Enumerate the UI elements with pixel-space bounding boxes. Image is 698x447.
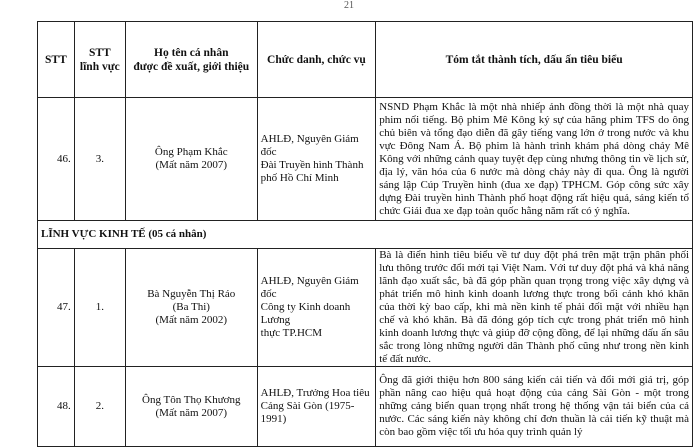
title-line: AHLĐ, Nguyên Giám đốc [260, 275, 359, 300]
header-name-line: Họ tên cá nhân [154, 46, 229, 59]
header-summary: Tóm tắt thành tích, dấu ấn tiêu biểu [376, 22, 693, 98]
title-line: Công ty Kinh doanh Lương [260, 301, 351, 326]
table-row [38, 98, 693, 221]
cell-name [125, 367, 257, 447]
cell-stt-field: 1. [74, 249, 125, 367]
cell-name [125, 98, 257, 221]
header-name [125, 22, 257, 98]
cell-title [257, 367, 376, 447]
name-line: (Mất năm 2002) [155, 314, 227, 326]
table-header-row [38, 22, 693, 98]
name-line: (Mất năm 2007) [155, 159, 227, 171]
title-line: AHLĐ, Trưởng Hoa tiêu [260, 387, 370, 399]
cell-summary: NSND Phạm Khắc là một nhà nhiếp ảnh đồng thời là một nhà quay phim nổi tiếng. Bộ phim Mê Kông ký sự của hãng phim TFS do ông chủ biên và tổng đạo diễn đã gây tiếng vang lớn ở trong nước và khu vực Đông Nam Á. Bộ phim là hành trình khám phá dòng chảy Mê Kông với những cảnh quay tuyệt đẹp cùng nhưng thông tin về lịch sử, địa lý, văn hóa của 6 nước mà dòng chảy này đi qua. Ông là người sáng lập Cúp Truyền hình (đua xe đạp) TPHCM. Góp công sức xây dựng Đài truyền hình Thành phố hoạt động rất hiệu quả, sáng kiến tổ chức Giải đua xe đạp toàn quốc hằng năm rất có ý nghĩa. [376, 98, 693, 221]
cell-summary: Ông đã giới thiệu hơn 800 sáng kiến cải tiến và đổi mới giá trị, góp phần nâng cao hiệu quả hoạt động của cảng Sài Gòn - một trong những cảng biển quan trọng nhất trong hệ thống vận tải biển của cả nước. Các sáng kiến này không chỉ đơn thuần là cải tiến kỹ thuật mà còn bao gồm việc tối ưu hóa quy trình quản lý [376, 367, 693, 447]
section-label: LĨNH VỰC KINH TẾ (05 cá nhân) [38, 221, 693, 249]
honorees-table [37, 21, 693, 447]
table-row [38, 367, 693, 447]
name-line: (Mất năm 2007) [155, 406, 227, 419]
name-line: Ông Tôn Thọ Khương [142, 393, 241, 406]
header-stt-field-line: STT [88, 46, 111, 59]
title-line: AHLĐ, Nguyên Giám đốc [260, 133, 359, 158]
header-stt-field [74, 22, 125, 98]
header-title: Chức danh, chức vụ [257, 22, 376, 98]
section-row [38, 221, 693, 249]
name-line: Bà Nguyễn Thị Ráo [147, 288, 236, 300]
cell-title [257, 249, 376, 367]
title-line: thực TP.HCM [260, 327, 323, 339]
cell-stt: 47. [38, 249, 75, 367]
table-row [38, 249, 693, 367]
cell-summary: Bà là điển hình tiêu biểu về tư duy đột phá trên mặt trận phân phối lưu thông trước đổi mới tại Việt Nam. Với tư duy đột phá và khả năng lãnh đạo xuất sắc, bà đã góp phần quan trọng trong việc xây dựng và phát triển mô hình kinh doanh lương thực trong bối cảnh khó khăn của thời kỳ bao cấp, khi mà nền kinh tế phải đối mặt với nhiều hạn chế và khó khăn. Bà đã đóng góp tích cực trong phát triển mô hình kinh doanh lương thực và giúp đỡ cộng đồng, để lại những dấu ấn sâu sắc trong lòng những người dân Thành phố cũng như trong nền kinh tế đất nước. [376, 249, 693, 367]
header-stt: STT [38, 22, 75, 98]
cell-stt-field: 3. [74, 98, 125, 221]
title-line: Đài Truyền hình Thành [260, 159, 364, 171]
title-line: Cảng Sài Gòn (1975-1991) [260, 400, 355, 425]
name-line: Ông Phạm Khắc [154, 146, 228, 158]
page-number: 21 [344, 0, 354, 11]
cell-stt-field: 2. [74, 367, 125, 447]
name-line: (Ba Thi) [172, 301, 210, 313]
cell-name [125, 249, 257, 367]
cell-title [257, 98, 376, 221]
header-stt-field-line: lĩnh vực [79, 60, 120, 73]
header-name-line: được đề xuất, giới thiệu [133, 60, 250, 73]
title-line: phố Hồ Chí Minh [260, 172, 339, 184]
cell-stt: 48. [38, 367, 75, 447]
cell-stt: 46. [38, 98, 75, 221]
